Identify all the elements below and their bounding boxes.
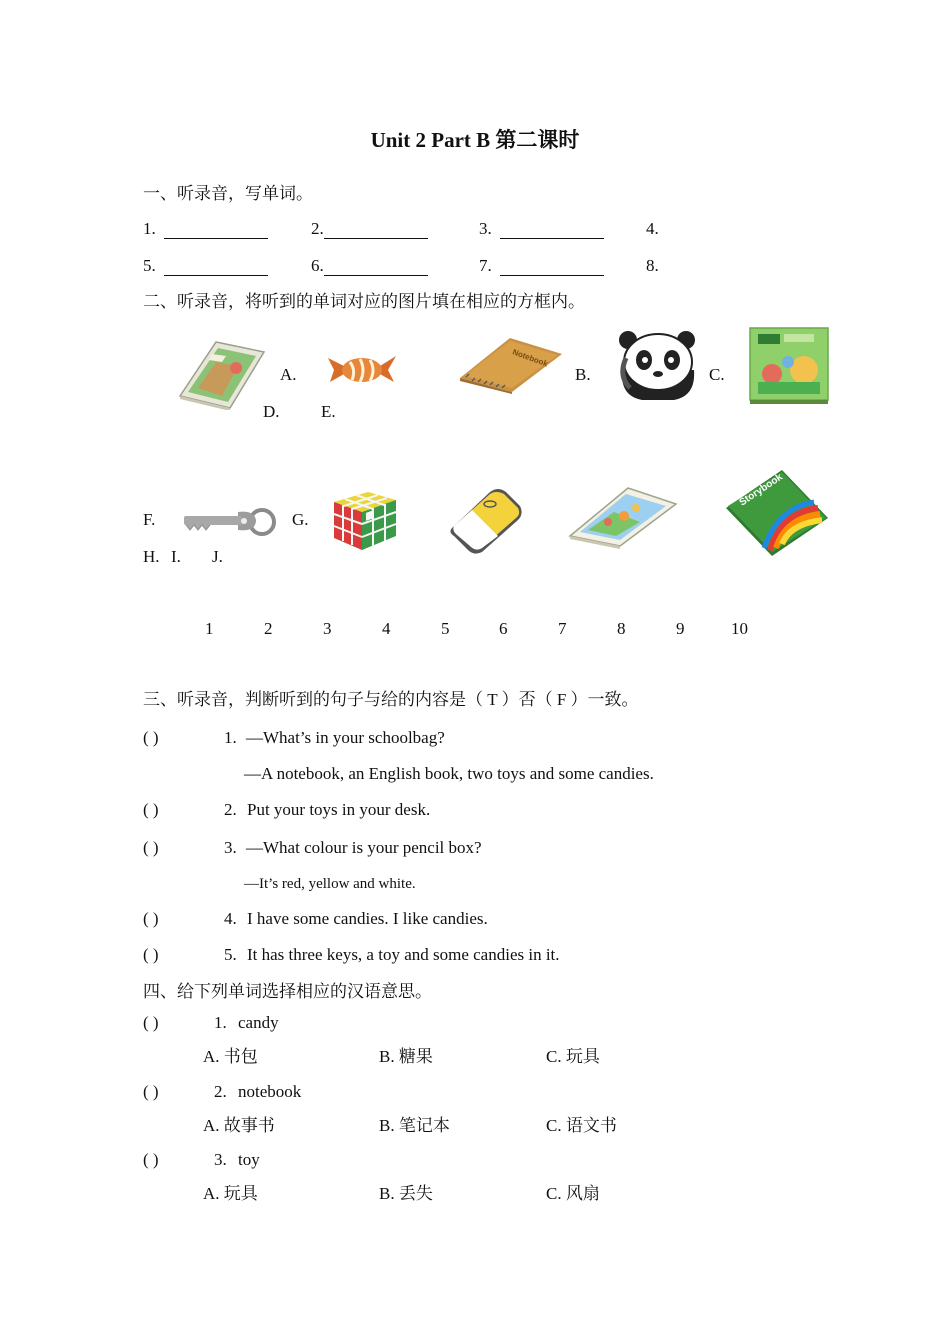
blank-8: 8. (646, 256, 659, 275)
chinese-book-picture (748, 326, 832, 406)
letter-h: H. (143, 547, 160, 566)
letter-g: G. (292, 510, 309, 529)
letter-c: C. (709, 365, 725, 384)
choice-2-option-c: C. 语文书 (546, 1116, 617, 1135)
box-number-1: 1 (205, 619, 214, 638)
box-number-6: 6 (499, 619, 508, 638)
choice-3-option-a: A. 玩具 (203, 1184, 258, 1203)
tf-paren-1: ( ) (143, 728, 159, 747)
panda-schoolbag-picture (612, 330, 704, 402)
letter-i: I. (171, 547, 181, 566)
key-picture (178, 500, 278, 540)
tf-num-4: 4. (224, 909, 237, 928)
tf-item-3-line2: —It’s red, yellow and white. (244, 876, 416, 892)
blank-5: 5. (143, 256, 268, 276)
tf-item-1-line1: —What’s in your schoolbag? (246, 728, 445, 747)
tf-item-3-line1: —What colour is your pencil box? (246, 838, 482, 857)
section3-heading: 三、听录音，判断听到的句子与给的内容是（ T ）否（ F ）一致。 (143, 690, 639, 709)
blank-6: 6. (311, 256, 428, 276)
tf-item-5-line1: It has three keys, a toy and some candies in it. (247, 945, 560, 964)
choice-3-option-c: C. 风扇 (546, 1184, 600, 1203)
section1-heading: 一、听录音，写单词。 (143, 184, 313, 203)
choice-paren-1: ( ) (143, 1013, 159, 1032)
box-number-8: 8 (617, 619, 626, 638)
tf-paren-3: ( ) (143, 838, 159, 857)
section2-heading: 二、听录音，将听到的单词对应的图片填在相应的方框内。 (143, 292, 585, 311)
english-book-picture (176, 338, 268, 410)
letter-b: B. (575, 365, 591, 384)
blank-3: 3. (479, 219, 604, 239)
choice-num-1: 1. (214, 1013, 227, 1032)
tf-item-1-line2: —A notebook, an English book, two toys and some candies. (244, 764, 654, 783)
box-number-5: 5 (441, 619, 450, 638)
choice-paren-2: ( ) (143, 1082, 159, 1101)
storybook-cover-text: Storybook (737, 471, 785, 509)
box-number-2: 2 (264, 619, 273, 638)
choice-1-option-a: A. 书包 (203, 1047, 258, 1066)
letter-d: D. (263, 402, 280, 421)
rubiks-cube-picture (330, 486, 400, 552)
choice-paren-3: ( ) (143, 1150, 159, 1169)
box-number-7: 7 (558, 619, 567, 638)
blank-2: 2. (311, 219, 428, 239)
tf-num-5: 5. (224, 945, 237, 964)
blank-7: 7. (479, 256, 604, 276)
page-title: Unit 2 Part B 第二课时 (370, 128, 580, 152)
box-number-10: 10 (731, 619, 748, 638)
choice-word-2: notebook (238, 1082, 302, 1101)
choice-word-3: toy (238, 1150, 260, 1169)
notebook-cover-text: Notebook (511, 347, 550, 369)
choice-1-option-b: B. 糖果 (379, 1047, 433, 1066)
box-number-9: 9 (676, 619, 685, 638)
eraser-picture (446, 484, 526, 556)
blank-1: 1. (143, 219, 268, 239)
tf-paren-4: ( ) (143, 909, 159, 928)
letter-e: E. (321, 402, 336, 421)
choice-2-option-b: B. 笔记本 (379, 1116, 450, 1135)
tf-paren-2: ( ) (143, 800, 159, 819)
box-number-4: 4 (382, 619, 391, 638)
section4-heading: 四、给下列单词选择相应的汉语意思。 (143, 982, 432, 1001)
choice-num-3: 3. (214, 1150, 227, 1169)
letter-f: F. (143, 510, 156, 529)
letter-j: J. (212, 547, 223, 566)
tf-num-2: 2. (224, 800, 237, 819)
candy-picture (326, 352, 398, 386)
blank-4: 4. (646, 219, 659, 238)
tf-num-1: 1. (224, 728, 237, 747)
tf-item-2-line1: Put your toys in your desk. (247, 800, 431, 819)
choice-word-1: candy (238, 1013, 279, 1032)
choice-1-option-c: C. 玩具 (546, 1047, 600, 1066)
choice-3-option-b: B. 丢失 (379, 1184, 433, 1203)
tf-paren-5: ( ) (143, 945, 159, 964)
english-book-2-picture (568, 486, 678, 550)
choice-num-2: 2. (214, 1082, 227, 1101)
box-number-3: 3 (323, 619, 332, 638)
letter-a: A. (280, 365, 297, 384)
tf-item-4-line1: I have some candies. I like candies. (247, 909, 488, 928)
notebook-picture (456, 336, 564, 394)
storybook-picture (724, 468, 830, 558)
tf-num-3: 3. (224, 838, 237, 857)
choice-2-option-a: A. 故事书 (203, 1116, 275, 1135)
